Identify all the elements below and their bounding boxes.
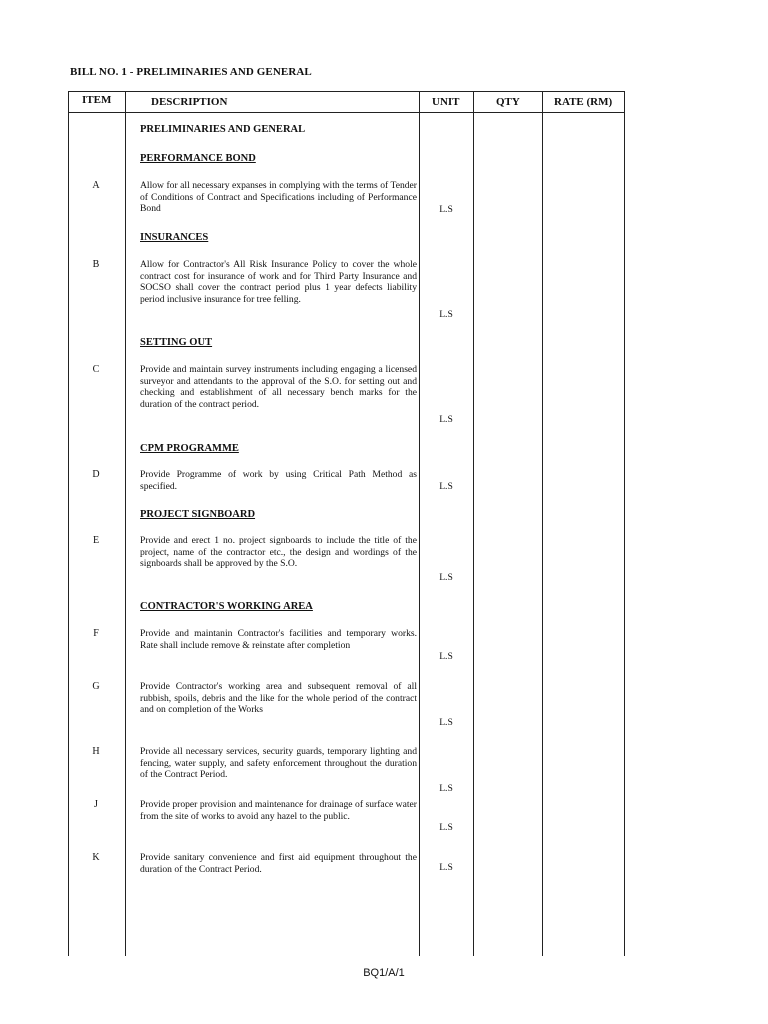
item-letter: G: [92, 681, 100, 692]
column-header-qty: QTY: [496, 96, 520, 108]
item-unit: L.S: [439, 783, 453, 794]
item-unit: L.S: [439, 572, 453, 583]
column-header-item: ITEM: [82, 94, 112, 106]
item-description: Allow for all necessary expanses in complying with the terms of Tender of Conditions of Contract and Specifications including of Performance Bond: [140, 180, 417, 215]
item-description: Provide and maintanin Contractor's facilities and temporary works. Rate shall include remove & reinstate after completion: [140, 628, 417, 651]
bill-title: BILL NO. 1 - PRELIMINARIES AND GENERAL: [70, 66, 312, 78]
item-letter: B: [92, 259, 100, 270]
item-description: Allow for Contractor's All Risk Insurance Policy to cover the whole contract cost for insurance of work and for Third Party Insurance and SOCSO shall cover the contract period plus 1 year defects liability period inclusive insurance for tree felling.: [140, 259, 417, 305]
item-unit: L.S: [439, 481, 453, 492]
item-description: Provide Programme of work by using Critical Path Method as specified.: [140, 469, 417, 492]
column-header-description: DESCRIPTION: [151, 96, 228, 108]
section-working-area: CONTRACTOR'S WORKING AREA: [140, 601, 313, 612]
section-project-signboard: PROJECT SIGNBOARD: [140, 509, 256, 520]
item-description: Provide and maintain survey instruments including engaging a licensed surveyor and attendants to the approval of the S.O. for setting out and checking and establishment of all necessary bench marks for the duration of the contract period.: [140, 364, 417, 410]
column-header-unit: UNIT: [432, 96, 460, 108]
column-header-rate: RATE (RM): [554, 96, 613, 108]
section-cpm-programme: CPM PROGRAMME: [140, 443, 239, 454]
item-letter: H: [92, 746, 100, 757]
item-description: Provide and erect 1 no. project signboards to include the title of the project, name of the contractor etc., the design and wordings of the signboards shall be approved by the S.O.: [140, 535, 417, 570]
item-description: Provide proper provision and maintenance for drainage of surface water from the site of works to avoid any hazel to the public.: [140, 799, 417, 822]
item-unit: L.S: [439, 717, 453, 728]
section-heading: PRELIMINARIES AND GENERAL: [140, 124, 306, 135]
item-letter: K: [92, 852, 100, 863]
item-unit: L.S: [439, 414, 453, 425]
item-unit: L.S: [439, 204, 453, 215]
item-description: Provide sanitary convenience and first aid equipment throughout the duration of the Contract Period.: [140, 852, 417, 875]
item-unit: L.S: [439, 822, 453, 833]
item-unit: L.S: [439, 651, 453, 662]
section-performance-bond: PERFORMANCE BOND: [140, 153, 256, 164]
item-letter: E: [92, 535, 100, 546]
item-description: Provide Contractor's working area and subsequent removal of all rubbish, spoils, debris and the like for the whole period of the contract and on completion of the Works: [140, 681, 417, 716]
item-letter: J: [94, 799, 98, 810]
item-letter: F: [93, 628, 99, 639]
item-letter: D: [92, 469, 100, 480]
item-unit: L.S: [439, 309, 453, 320]
section-insurances: INSURANCES: [140, 232, 209, 243]
item-letter: A: [92, 180, 100, 191]
item-letter: C: [92, 364, 100, 375]
item-description: Provide all necessary services, security guards, temporary lighting and fencing, water supply, and safety enforcement throughout the duration of the Contract Period.: [140, 746, 417, 781]
page-reference: BQ1/A/1: [363, 967, 405, 979]
section-setting-out: SETTING OUT: [140, 337, 213, 348]
item-unit: L.S: [439, 862, 453, 873]
